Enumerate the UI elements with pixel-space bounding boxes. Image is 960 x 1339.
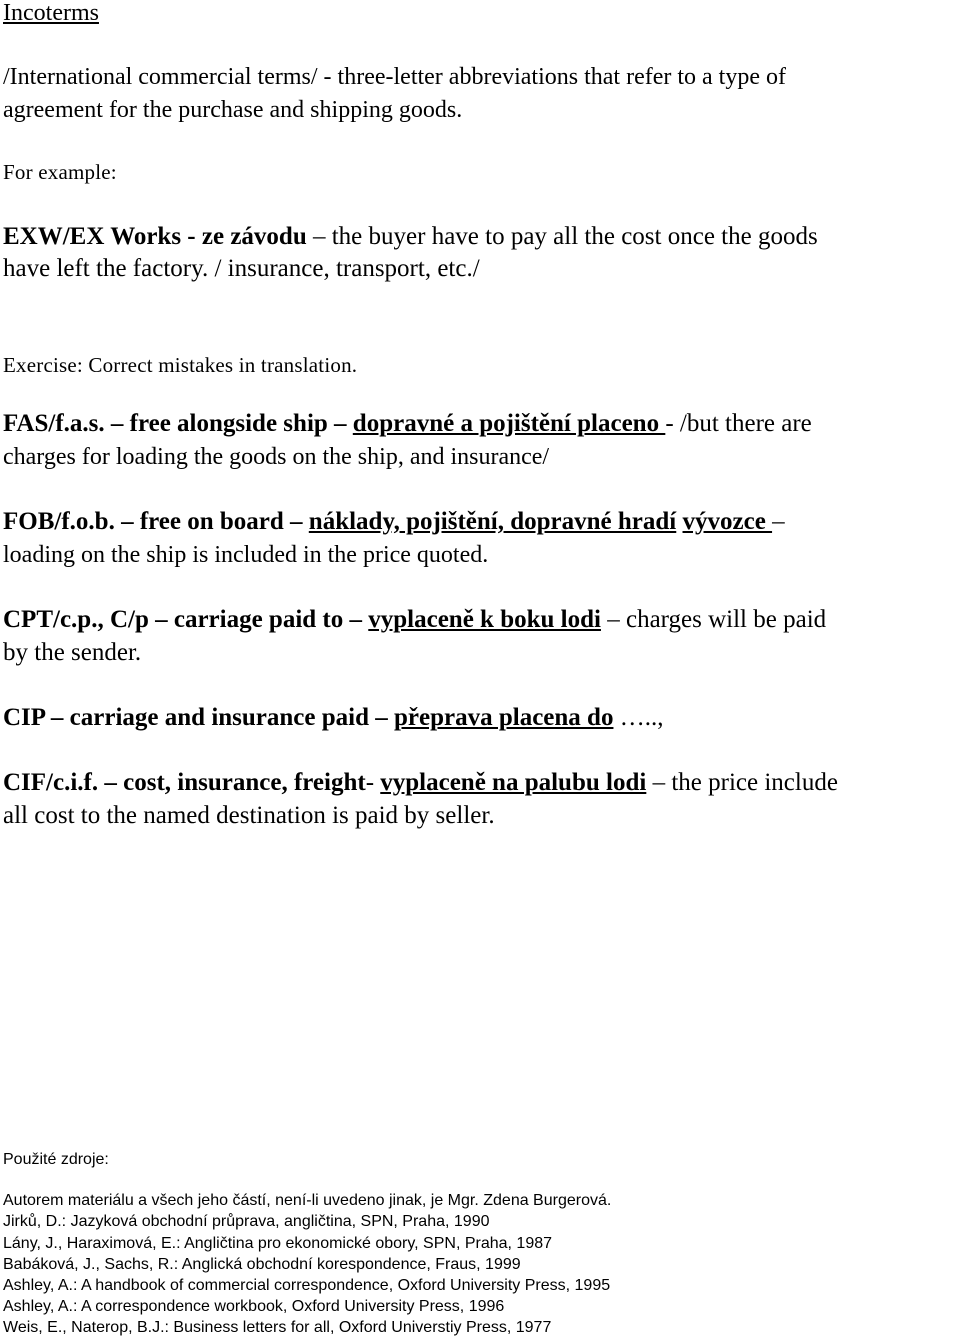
sources-heading: Použité zdroje:: [3, 1151, 109, 1168]
intro-line-2: agreement for the purchase and shipping goods.: [3, 97, 463, 123]
source-item: Autorem materiálu a všech jeho částí, není-li uvedeno jinak, je Mgr. Zdena Burgerová.: [3, 1192, 612, 1209]
cif-text-1: – the price include: [646, 769, 838, 796]
source-item: Babáková, J., Sachs, R.: Anglická obchodní korespondence, Fraus, 1999: [3, 1256, 521, 1273]
intro-line-1: /International commercial terms/ - three-letter abbreviations that refer to a type of: [3, 64, 786, 90]
source-item: Weis, E., Naterop, B.J.: Business letters for all, Oxford Universtiy Press, 1977: [3, 1319, 552, 1336]
exw-term: EXW/EX Works - ze závodu: [3, 223, 307, 250]
page-title: Incoterms: [3, 0, 99, 26]
fas-text-1: - /but there are: [665, 410, 812, 437]
cpt-text-1: – charges will be paid: [600, 606, 827, 633]
cif-translation: vyplaceně na palubu lodi: [380, 769, 647, 796]
exw-text-2: have left the factory. / insurance, transport, etc./: [3, 255, 480, 282]
fob-term: FOB/f.o.b. – free on board –: [3, 508, 309, 535]
source-item: Lány, J., Haraximová, E.: Angličtina pro ekonomické obory, SPN, Praha, 1987: [3, 1235, 553, 1252]
cip-translation: přeprava placena do: [394, 704, 614, 731]
exw-text-1: – the buyer have to pay all the cost once the goods: [306, 223, 818, 250]
cif-text-2: all cost to the named destination is paid by seller.: [3, 802, 495, 829]
fas-term: FAS/f.a.s. – free alongside ship –: [3, 410, 353, 437]
cip-term: CIP – carriage and insurance paid –: [3, 704, 394, 731]
fas-translation: dopravné a pojištění placeno: [352, 410, 666, 437]
cif-term: CIF/c.i.f. – cost, insurance, freight: [3, 769, 366, 796]
exercise-instruction: Exercise: Correct mistakes in translation.: [3, 353, 358, 377]
fob-text-2: loading on the ship is included in the price quoted.: [3, 542, 489, 568]
cip-text-1: …..,: [613, 704, 664, 731]
fob-translation-1: náklady, pojištění, dopravné hradí: [308, 508, 677, 535]
fob-translation-2: vývozce: [682, 508, 773, 535]
fas-text-2: charges for loading the goods on the ship, and insurance/: [3, 444, 550, 470]
example-label: For example:: [3, 160, 117, 184]
cpt-translation: vyplaceně k boku lodi: [368, 606, 601, 633]
source-item: Ashley, A.: A correspondence workbook, Oxford University Press, 1996: [3, 1298, 505, 1315]
cpt-text-2: by the sender.: [3, 639, 142, 666]
exw-entry-line-1: [3, 221, 818, 253]
cif-entry-line-1: [3, 767, 838, 799]
source-item: Ashley, A.: A handbook of commercial correspondence, Oxford University Press, 1995: [3, 1277, 611, 1294]
cpt-term: CPT/c.p., C/p – carriage paid to –: [3, 606, 369, 633]
fob-text-1: –: [772, 508, 785, 535]
cif-dash: -: [365, 769, 381, 796]
cip-entry-line-1: [3, 702, 663, 734]
source-item: Jirků, D.: Jazyková obchodní průprava, angličtina, SPN, Praha, 1990: [3, 1213, 490, 1230]
fob-entry-line-1: [3, 506, 785, 538]
cpt-entry-line-1: [3, 604, 826, 636]
fas-entry-line-1: [3, 408, 812, 440]
